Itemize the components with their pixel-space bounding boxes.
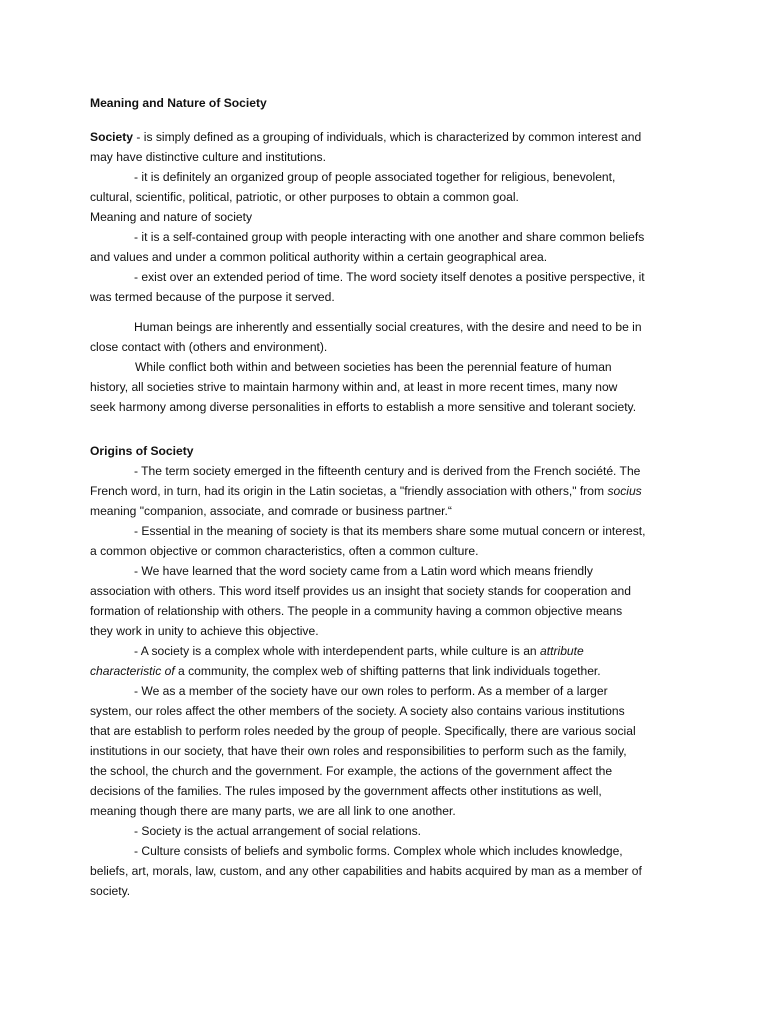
subheading: Meaning and nature of society <box>90 210 253 224</box>
text-line: seek harmony among diverse personalities in efforts to establish a more sensitive and tolerant society. <box>90 400 637 414</box>
text-line: - The term society emerged in the fifteenth century and is derived from the French société. The <box>134 464 641 478</box>
text-line: and values and under a common political authority within a certain geographical area. <box>90 250 548 264</box>
section-heading-meaning: Meaning and Nature of Society <box>90 96 267 110</box>
italic-characteristic: characteristic of <box>90 664 175 678</box>
section-heading-origins: Origins of Society <box>90 444 194 458</box>
text-line: formation of relationship with others. The people in a community having a common objective means <box>90 604 623 618</box>
text-line: history, all societies strive to maintain harmony within and, at least in more recent times, many now <box>90 380 618 394</box>
text-line: characteristic of a community, the complex web of shifting patterns that link individuals together. <box>90 664 601 678</box>
italic-term-socius: socius <box>607 484 642 498</box>
text-line: cultural, scientific, political, patriotic, or other purposes to obtain a common goal. <box>90 190 519 204</box>
text-line: meaning "companion, associate, and comrade or business partner.“ <box>90 504 452 518</box>
document-page <box>90 93 680 901</box>
text-line: the school, the church and the government. For example, the actions of the government affect the <box>90 764 613 778</box>
text-line: they work in unity to achieve this objective. <box>90 624 319 638</box>
text-line: Human beings are inherently and essentially social creatures, with the desire and need to be in <box>134 320 642 334</box>
definition-line <box>90 127 680 147</box>
text-line: close contact with (others and environment). <box>90 340 328 354</box>
text-line: - We have learned that the word society came from a Latin word which means friendly <box>134 564 593 578</box>
text-line: system, our roles affect the other members of the society. A society also contains various institutions <box>90 704 625 718</box>
text-line: French word, in turn, had its origin in the Latin societas, a "friendly association with others," from socius <box>90 484 642 498</box>
text-line: - it is a self-contained group with people interacting with one another and share common beliefs <box>134 230 645 244</box>
text-line: - We as a member of the society have our own roles to perform. As a member of a larger <box>134 684 608 698</box>
text-line: While conflict both within and between societies has been the perennial feature of human <box>135 360 612 374</box>
text-line: society. <box>90 884 131 898</box>
text-line: may have distinctive culture and institutions. <box>90 150 326 164</box>
text-line: - Essential in the meaning of society is that its members share some mutual concern or interest, <box>134 524 646 538</box>
text-line: - Culture consists of beliefs and symbolic forms. Complex whole which includes knowledge, <box>134 844 623 858</box>
text-line: decisions of the families. The rules imposed by the government affects other institutions as well, <box>90 784 602 798</box>
definition-text: - is simply defined as a grouping of individuals, which is characterized by common interest and <box>133 130 642 144</box>
text-line: meaning though there are many parts, we are all link to one another. <box>90 804 456 818</box>
text-line: beliefs, art, morals, law, custom, and any other capabilities and habits acquired by man as a member of <box>90 864 642 878</box>
text-line: a common objective or common characteristics, often a common culture. <box>90 544 479 558</box>
text-line: - Society is the actual arrangement of social relations. <box>134 824 422 838</box>
text-line: was termed because of the purpose it served. <box>90 290 335 304</box>
text-line: - exist over an extended period of time. The word society itself denotes a positive perspective, it <box>134 270 645 284</box>
term-society: Society <box>90 130 134 144</box>
text-line: that are establish to perform roles needed by the group of people. Specifically, there are various social <box>90 724 636 738</box>
text-line: association with others. This word itself provides us an insight that society stands for cooperation and <box>90 584 631 598</box>
text-line: - A society is a complex whole with interdependent parts, while culture is an attribute <box>134 644 584 658</box>
text-line: - it is definitely an organized group of people associated together for religious, benevolent, <box>134 170 616 184</box>
text-line: institutions in our society, that have their own roles and responsibilities to perform such as the family, <box>90 744 627 758</box>
italic-attribute: attribute <box>540 644 584 658</box>
